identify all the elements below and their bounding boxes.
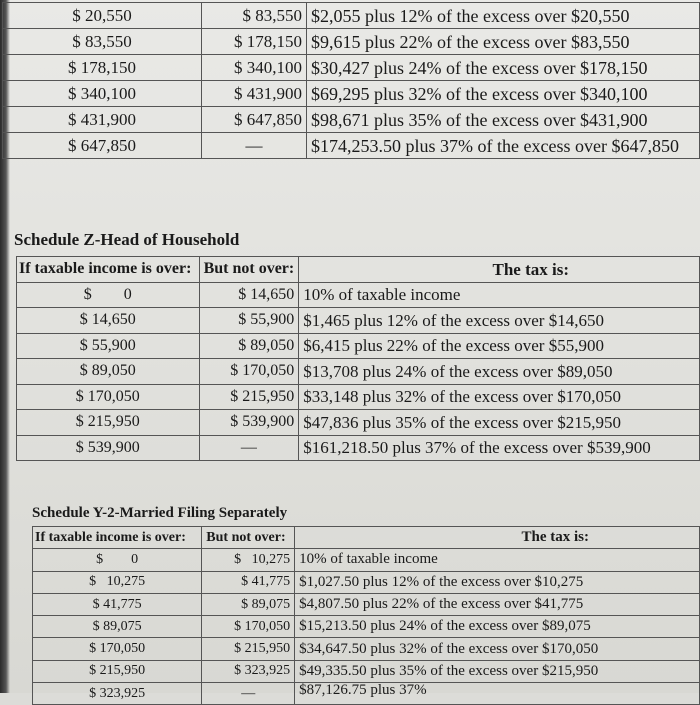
over-cell: $ 89,050 — [17, 359, 200, 385]
table-row — [17, 282, 700, 308]
table-row — [3, 55, 700, 81]
header-not-over: But not over: — [202, 527, 295, 549]
not-over-cell: $ 55,900 — [199, 308, 299, 334]
header-over: If taxable income is over: — [17, 257, 200, 283]
tax-cell: $30,427 plus 24% of the excess over $178,150 — [307, 55, 700, 81]
table-row — [33, 549, 700, 571]
not-over-cell: $ 178,150 — [202, 29, 307, 55]
over-cell: $ 178,150 — [3, 55, 202, 81]
over-cell: $ 539,900 — [17, 435, 200, 461]
over-cell: $ 170,050 — [17, 384, 200, 410]
not-over-cell: $ 340,100 — [202, 55, 307, 81]
schedule-y2-table — [32, 526, 700, 705]
schedule-z-table — [16, 256, 700, 461]
table-row — [33, 571, 700, 593]
table-header-row — [33, 527, 700, 549]
table-row — [17, 435, 700, 461]
over-cell: $ 14,650 — [17, 308, 200, 334]
tax-cell: $15,213.50 plus 24% of the excess over $89,075 — [295, 616, 700, 638]
schedule-z-title: Schedule Z-Head of Household — [14, 230, 240, 249]
table-row — [3, 81, 700, 107]
table-row — [17, 333, 700, 359]
not-over-cell: $ 14,650 — [199, 282, 299, 308]
not-over-cell: — — [199, 435, 299, 461]
tax-cell: $161,218.50 plus 37% of the excess over $539,900 — [299, 435, 700, 461]
not-over-cell: $ 10,275 — [202, 549, 295, 571]
table-row — [33, 638, 700, 660]
tax-cell: $6,415 plus 22% of the excess over $55,900 — [299, 333, 700, 359]
not-over-cell: $ 89,075 — [202, 593, 295, 615]
tax-cell: $13,708 plus 24% of the excess over $89,050 — [299, 359, 700, 385]
tax-cell: $34,647.50 plus 32% of the excess over $170,050 — [295, 638, 700, 660]
tax-cell: $1,465 plus 12% of the excess over $14,650 — [299, 308, 700, 334]
not-over-cell: $ 41,775 — [202, 571, 295, 593]
not-over-cell: $ 431,900 — [202, 81, 307, 107]
not-over-cell: $ 83,550 — [202, 3, 307, 29]
header-over: If taxable income is over: — [33, 527, 202, 549]
tax-cell: $1,027.50 plus 12% of the excess over $10,275 — [295, 571, 700, 593]
table-row — [33, 616, 700, 638]
not-over-cell: $ 215,950 — [202, 638, 295, 660]
tax-cell: 10% of taxable income — [295, 549, 700, 571]
over-cell: $ 431,900 — [3, 107, 202, 133]
tax-cell: $2,055 plus 12% of the excess over $20,550 — [307, 3, 700, 29]
over-cell: $ 20,550 — [3, 3, 202, 29]
table-row — [17, 359, 700, 385]
tax-cell: $69,295 plus 32% of the excess over $340,100 — [307, 81, 700, 107]
header-not-over: But not over: — [199, 257, 299, 283]
table-row — [33, 660, 700, 682]
over-cell: $ 323,925 — [33, 683, 202, 705]
not-over-cell: $ 539,900 — [199, 410, 299, 436]
over-cell: $ 0 — [33, 549, 202, 571]
tax-cell: $47,836 plus 35% of the excess over $215,950 — [299, 410, 700, 436]
tax-table-top — [2, 2, 700, 159]
not-over-cell: $ 215,950 — [199, 384, 299, 410]
over-cell: $ 170,050 — [33, 638, 202, 660]
not-over-cell: $ 323,925 — [202, 660, 295, 682]
over-cell: $ 340,100 — [3, 81, 202, 107]
table-row — [33, 683, 700, 705]
schedule-y2-title: Schedule Y-2-Married Filing Separately — [32, 505, 288, 521]
not-over-cell: — — [202, 133, 307, 159]
over-cell: $ 0 — [17, 282, 200, 308]
table-row — [17, 410, 700, 436]
over-cell: $ 647,850 — [3, 133, 202, 159]
table-header-row — [17, 257, 700, 283]
over-cell: $ 10,275 — [33, 571, 202, 593]
not-over-cell: $ 89,050 — [199, 333, 299, 359]
table-row — [17, 308, 700, 334]
table-row — [3, 107, 700, 133]
over-cell: $ 215,950 — [33, 660, 202, 682]
tax-cell: $9,615 plus 22% of the excess over $83,550 — [307, 29, 700, 55]
tax-cell: $87,126.75 plus 37% — [295, 683, 700, 705]
over-cell: $ 89,075 — [33, 616, 202, 638]
table-row — [33, 593, 700, 615]
tax-cell: $174,253.50 plus 37% of the excess over $647,850 — [307, 133, 700, 159]
over-cell: $ 83,550 — [3, 29, 202, 55]
over-cell: $ 215,950 — [17, 410, 200, 436]
table-row — [3, 29, 700, 55]
header-tax: The tax is: — [295, 527, 700, 549]
tax-cell: $33,148 plus 32% of the excess over $170,050 — [299, 384, 700, 410]
tax-cell: 10% of taxable income — [299, 282, 700, 308]
not-over-cell: $ 647,850 — [202, 107, 307, 133]
table-row — [3, 133, 700, 159]
table-row — [3, 3, 700, 29]
header-tax: The tax is: — [299, 257, 700, 283]
over-cell: $ 41,775 — [33, 593, 202, 615]
tax-cell: $4,807.50 plus 22% of the excess over $41,775 — [295, 593, 700, 615]
not-over-cell: $ 170,050 — [202, 616, 295, 638]
over-cell: $ 55,900 — [17, 333, 200, 359]
table-row — [17, 384, 700, 410]
tax-cell: $98,671 plus 35% of the excess over $431,900 — [307, 107, 700, 133]
not-over-cell: — — [202, 683, 295, 705]
tax-cell: $49,335.50 plus 35% of the excess over $215,950 — [295, 660, 700, 682]
not-over-cell: $ 170,050 — [199, 359, 299, 385]
